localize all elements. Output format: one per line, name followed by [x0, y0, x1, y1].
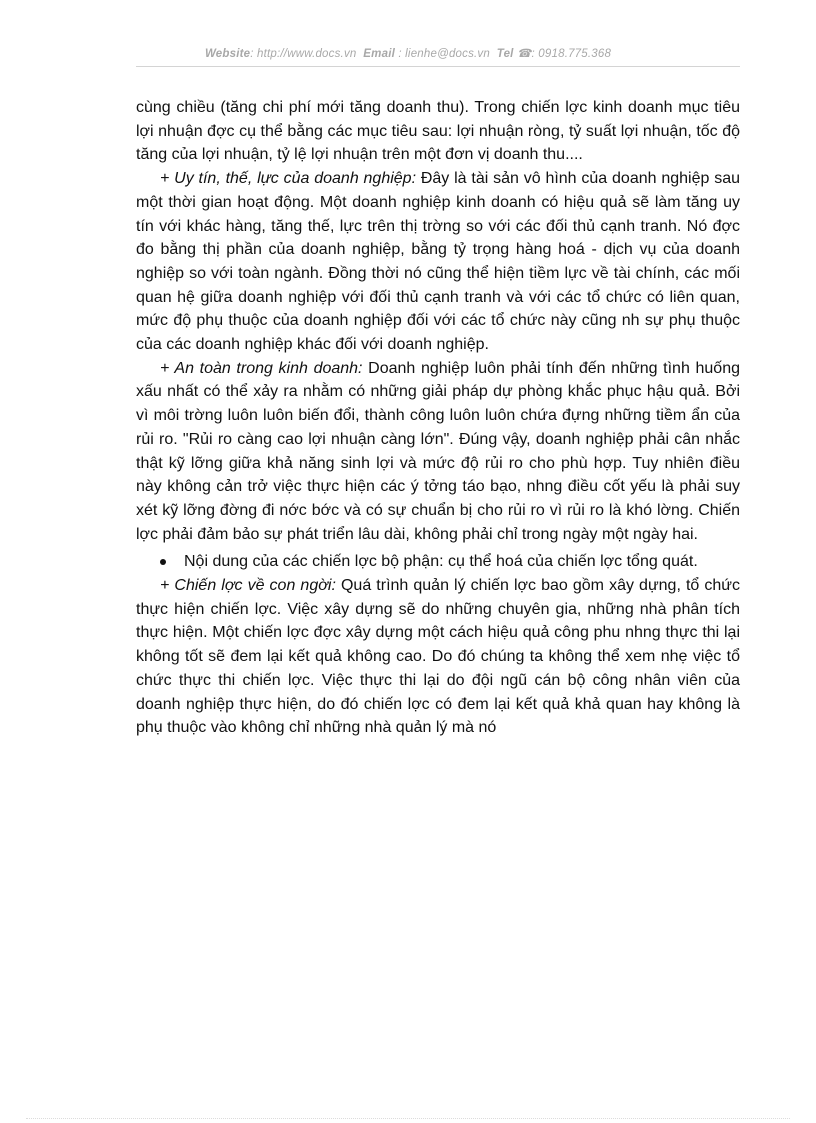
paragraph-people-strategy [136, 574, 740, 740]
paragraph-safety [136, 357, 740, 547]
document-body [136, 96, 740, 740]
paragraph-reputation [136, 167, 740, 357]
text-reputation: Đây là tài sản vô hình của doanh nghiệp sau một thời gian hoạt động. Một doanh nghiệp kinh doanh có hiệu quả sẽ làm tăng uy tín với khác hàng, tăng thế, lực trên thị trờng so với các đối thủ cạnh tranh. Nó đợc đo bằng thị phần của doanh nghiệp, bằng tỷ trọng hàng hoá - dịch vụ của doanh nghiệp so với toàn ngành. Đồng thời nó cũng thể hiện tiềm lực về tài chính, các mối quan hệ giữa doanh nghiệp với đối thủ cạnh tranh và với các tổ chức có liên quan, mức độ phụ thuộc của doanh nghiệp đối với các tổ chức này cũng nh sự phụ thuộc của các doanh nghiệp khác đối với doanh nghiệp. [136, 170, 740, 354]
page-header [0, 46, 816, 60]
tel-label: Tel [496, 48, 514, 60]
phone-number: : 0918.775.368 [531, 48, 612, 60]
phone-icon: ☎ [516, 48, 532, 60]
text-safety: Doanh nghiệp luôn phải tính đến những tình huống xấu nhất có thể xảy ra nhằm có những giải pháp dự phòng khắc phục hậu quả. Bởi vì môi trờng luôn luôn biến đổi, thành công luôn luôn chứa đựng những tiềm ẩn của rủi ro. "Rủi ro càng cao lợi nhuận càng lớn". Đúng vậy, doanh nghiệp phải cân nhắc thật kỹ lỡng giữa khả năng sinh lợi và mức độ rủi ro cho phù hợp. Tuy nhiên điều này không cản trở việc thực hiện các ý tởng táo bạo, nhng điều cốt yếu là phải suy xét kỹ lỡng đờng đi nớc bớc và có sự chuẩn bị cho rủi ro vì rủi ro là khó lờng. Chiến lợc phải đảm bảo sự phát triển lâu dài, không phải chỉ trong ngày một ngày hai. [136, 359, 740, 543]
footer-divider [26, 1118, 790, 1119]
heading-reputation: + Uy tín, thế, lực của doanh nghiệp: [160, 170, 417, 188]
heading-people-strategy: + Chiến lợc về con ngời: [160, 577, 336, 595]
bullet-text: Nội dung của các chiến lợc bộ phận: cụ thể hoá của chiến lợc tổng quát. [184, 553, 698, 571]
website-url[interactable]: : http://www.docs.vn [250, 48, 357, 60]
paragraph-profit: cùng chiều (tăng chi phí mới tăng doanh thu). Trong chiến lợc kinh doanh mục tiêu lợi nhuận đợc cụ thể bằng các mục tiêu sau: lợi nhuận ròng, tỷ suất lợi nhuận, tốc độ tăng của lợi nhuận, tỷ lệ lợi nhuận trên một đơn vị doanh thu.... [136, 99, 740, 164]
header-divider [136, 66, 740, 67]
email-label: Email [363, 48, 395, 60]
website-label: Website [204, 48, 251, 60]
bullet-icon [160, 559, 166, 565]
heading-safety: + An toàn trong kinh doanh: [160, 359, 363, 377]
email-address[interactable]: : lienhe@docs.vn [398, 48, 490, 60]
text-people-strategy: Quá trình quản lý chiến lợc bao gồm xây dựng, tổ chức thực hiện chiến lợc. Việc xây dựng sẽ do những chuyên gia, những nhà phân tích thực hiện. Một chiến lợc đợc xây dựng một cách hiệu quả công phu nhng thực thi lại không tốt sẽ đem lại kết quả không cao. Do đó chúng ta không thể xem nhẹ việc tổ chức thực thi chiến lợc. Việc thực thi lại do đội ngũ cán bộ công nhân viên của doanh nghiệp thực hiện, do đó chiến lợc có đem lại kết quả khả quan hay không là phụ thuộc vào không chỉ những nhà quản lý mà nó [136, 577, 740, 737]
bullet-item [136, 550, 740, 574]
